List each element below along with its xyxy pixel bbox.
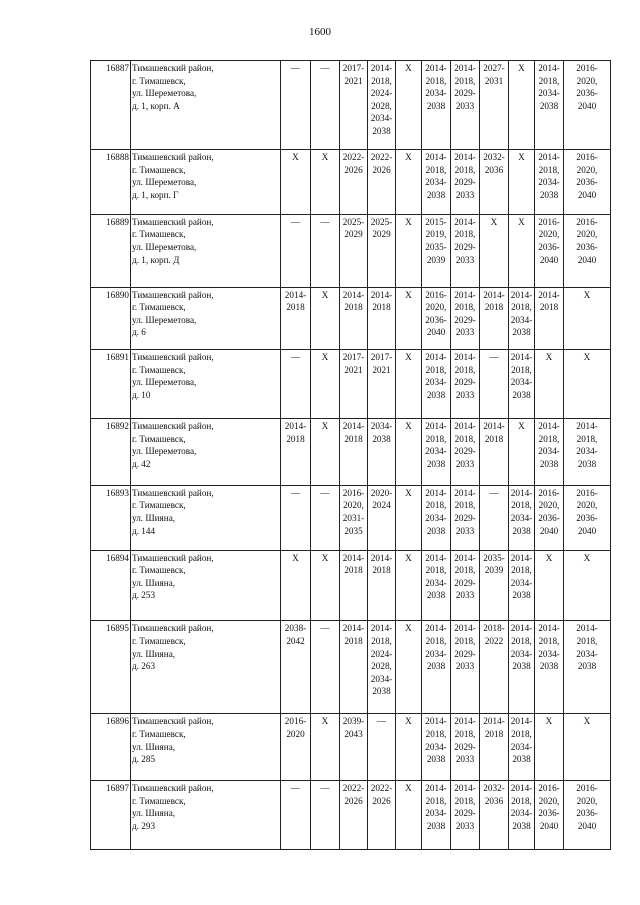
period-cell: X [396,485,422,550]
table-row [91,287,611,350]
period-cell: X [564,287,611,350]
period-cell: 2014- 2018, 2024- 2028, 2034- 2038 [368,621,396,714]
record-number: 16887 [91,61,131,150]
period-cell: 2014- 2018, 2029- 2033 [451,485,480,550]
address-cell: Тимашевский район, г. Тимашевск, ул. Шияна, д. 285 [131,714,281,781]
period-cell: 2014- 2018, 2034- 2038 [535,621,564,714]
period-cell: 2016- 2020, 2036- 2040 [535,214,564,287]
period-cell: — [368,714,396,781]
period-cell: X [564,550,611,621]
table-row [91,214,611,287]
period-cell: — [311,621,340,714]
period-cell: 2014- 2018, 2024- 2028, 2034- 2038 [368,61,396,150]
record-number: 16892 [91,419,131,486]
address-cell: Тимашевский район, г. Тимашевск, ул. Шереметова, д. 10 [131,350,281,419]
record-number: 16889 [91,214,131,287]
period-cell: — [480,350,509,419]
table-row [91,550,611,621]
period-cell: 2014- 2018, 2029- 2033 [451,150,480,215]
period-cell: 2039- 2043 [340,714,368,781]
period-cell: 2035- 2039 [480,550,509,621]
address-cell: Тимашевский район, г. Тимашевск, ул. Шияна, д. 263 [131,621,281,714]
period-cell: X [509,419,535,486]
period-cell: 2034- 2038 [368,419,396,486]
period-cell: 2014- 2018, 2029- 2033 [451,214,480,287]
period-cell: 2014- 2018, 2034- 2038 [509,350,535,419]
period-cell: X [396,61,422,150]
period-cell: 2014- 2018, 2034- 2038 [509,287,535,350]
address-cell: Тимашевский район, г. Тимашевск, ул. Шереметова, д. 1, корп. Д [131,214,281,287]
period-cell: — [281,61,311,150]
period-cell: 2016- 2020, 2036- 2040 [422,287,451,350]
address-cell: Тимашевский район, г. Тимашевск, ул. Шереметова, д. 6 [131,287,281,350]
table-row [91,419,611,486]
period-cell: — [281,350,311,419]
period-cell: X [281,150,311,215]
table-row [91,781,611,850]
address-cell: Тимашевский район, г. Тимашевск, ул. Шереметова, д. 1, корп. А [131,61,281,150]
period-cell: 2014- 2018 [480,287,509,350]
period-cell: 2014- 2018, 2029- 2033 [451,61,480,150]
address-cell: Тимашевский район, г. Тимашевск, ул. Шереметова, д. 1, корп. Г [131,150,281,215]
period-cell: 2014- 2018, 2034- 2038 [422,485,451,550]
period-cell: 2017- 2021 [340,61,368,150]
table-row [91,714,611,781]
period-cell: 2014- 2018 [281,419,311,486]
period-cell: 2015- 2019, 2035- 2039 [422,214,451,287]
period-cell: 2014- 2018, 2034- 2038 [422,150,451,215]
period-cell: 2016- 2020, 2031- 2035 [340,485,368,550]
period-cell: 2014- 2018 [368,550,396,621]
period-cell: — [311,214,340,287]
period-cell: 2022- 2026 [340,150,368,215]
period-cell: 2014- 2018, 2029- 2033 [451,550,480,621]
address-cell: Тимашевский район, г. Тимашевск, ул. Шияна, д. 253 [131,550,281,621]
address-cell: Тимашевский район, г. Тимашевск, ул. Шияна, д. 144 [131,485,281,550]
period-cell: X [396,214,422,287]
period-cell: 2014- 2018, 2034- 2038 [564,621,611,714]
period-cell: — [311,781,340,850]
table-row [91,621,611,714]
period-cell: X [396,714,422,781]
period-cell: X [480,214,509,287]
table-row [91,61,611,150]
period-cell: 2014- 2018 [340,287,368,350]
period-cell: 2014- 2018 [281,287,311,350]
period-cell: 2014- 2018, 2029- 2033 [451,350,480,419]
period-cell: X [564,350,611,419]
period-cell: X [535,550,564,621]
period-cell: X [509,61,535,150]
period-cell: — [480,485,509,550]
registry-table [90,60,611,850]
period-cell: X [281,550,311,621]
period-cell: 2018- 2022 [480,621,509,714]
period-cell: 2016- 2020, 2036- 2040 [535,781,564,850]
period-cell: 2016- 2020 [281,714,311,781]
period-cell: 2014- 2018 [535,287,564,350]
period-cell: 2014- 2018, 2029- 2033 [451,621,480,714]
period-cell: — [281,214,311,287]
period-cell: X [311,550,340,621]
period-cell: 2014- 2018, 2034- 2038 [422,621,451,714]
period-cell: 2014- 2018, 2034- 2038 [422,350,451,419]
period-cell: X [311,287,340,350]
period-cell: 2022- 2026 [340,781,368,850]
period-cell: — [311,61,340,150]
period-cell: 2016- 2020, 2036- 2040 [564,150,611,215]
period-cell: 2014- 2018, 2029- 2033 [451,287,480,350]
period-cell: 2014- 2018, 2034- 2038 [422,419,451,486]
address-cell: Тимашевский район, г. Тимашевск, ул. Шияна, д. 293 [131,781,281,850]
table-row [91,350,611,419]
record-number: 16894 [91,550,131,621]
period-cell: 2016- 2020, 2036- 2040 [535,485,564,550]
period-cell: 2014- 2018, 2029- 2033 [451,714,480,781]
period-cell: 2014- 2018, 2034- 2038 [509,550,535,621]
period-cell: 2038- 2042 [281,621,311,714]
registry-body [91,61,611,850]
period-cell: 2032- 2036 [480,150,509,215]
period-cell: X [396,550,422,621]
record-number: 16891 [91,350,131,419]
record-number: 16893 [91,485,131,550]
period-cell: 2014- 2018, 2034- 2038 [509,714,535,781]
page-number: 1600 [309,26,331,38]
record-number: 16890 [91,287,131,350]
period-cell: 2014- 2018, 2034- 2038 [422,550,451,621]
table-row [91,150,611,215]
period-cell: 2014- 2018 [480,419,509,486]
period-cell: 2014- 2018, 2034- 2038 [422,781,451,850]
period-cell: 2014- 2018 [340,419,368,486]
period-cell: 2014- 2018, 2034- 2038 [509,621,535,714]
period-cell: 2016- 2020, 2036- 2040 [564,214,611,287]
period-cell: 2014- 2018, 2034- 2038 [535,419,564,486]
period-cell: 2017- 2021 [340,350,368,419]
period-cell: X [509,214,535,287]
period-cell: — [281,781,311,850]
period-cell: 2014- 2018, 2034- 2038 [422,61,451,150]
period-cell: X [396,350,422,419]
period-cell: — [281,485,311,550]
period-cell: X [311,350,340,419]
period-cell: 2020- 2024 [368,485,396,550]
period-cell: 2014- 2018, 2029- 2033 [451,781,480,850]
period-cell: 2022- 2026 [368,781,396,850]
period-cell: X [396,781,422,850]
period-cell: X [396,621,422,714]
period-cell: X [311,150,340,215]
period-cell: 2014- 2018 [340,621,368,714]
period-cell: X [396,419,422,486]
period-cell: 2014- 2018, 2034- 2038 [564,419,611,486]
period-cell: 2025- 2029 [368,214,396,287]
address-cell: Тимашевский район, г. Тимашевск, ул. Шереметова, д. 42 [131,419,281,486]
table-row [91,485,611,550]
period-cell: 2014- 2018, 2034- 2038 [509,485,535,550]
period-cell: 2014- 2018, 2034- 2038 [535,61,564,150]
period-cell: 2016- 2020, 2036- 2040 [564,485,611,550]
period-cell: 2014- 2018, 2034- 2038 [509,781,535,850]
period-cell: X [396,287,422,350]
period-cell: X [535,714,564,781]
period-cell: X [535,350,564,419]
record-number: 16896 [91,714,131,781]
period-cell: — [311,485,340,550]
period-cell: X [509,150,535,215]
period-cell: X [311,714,340,781]
period-cell: 2014- 2018, 2034- 2038 [422,714,451,781]
period-cell: 2014- 2018 [480,714,509,781]
period-cell: X [564,714,611,781]
period-cell: 2014- 2018, 2034- 2038 [535,150,564,215]
period-cell: 2014- 2018, 2029- 2033 [451,419,480,486]
period-cell: 2022- 2026 [368,150,396,215]
period-cell: 2014- 2018 [340,550,368,621]
record-number: 16895 [91,621,131,714]
period-cell: 2016- 2020, 2036- 2040 [564,781,611,850]
period-cell: 2016- 2020, 2036- 2040 [564,61,611,150]
record-number: 16888 [91,150,131,215]
period-cell: 2032- 2036 [480,781,509,850]
period-cell: 2014- 2018 [368,287,396,350]
period-cell: 2017- 2021 [368,350,396,419]
period-cell: 2025- 2029 [340,214,368,287]
period-cell: X [396,150,422,215]
period-cell: 2027- 2031 [480,61,509,150]
record-number: 16897 [91,781,131,850]
period-cell: X [311,419,340,486]
